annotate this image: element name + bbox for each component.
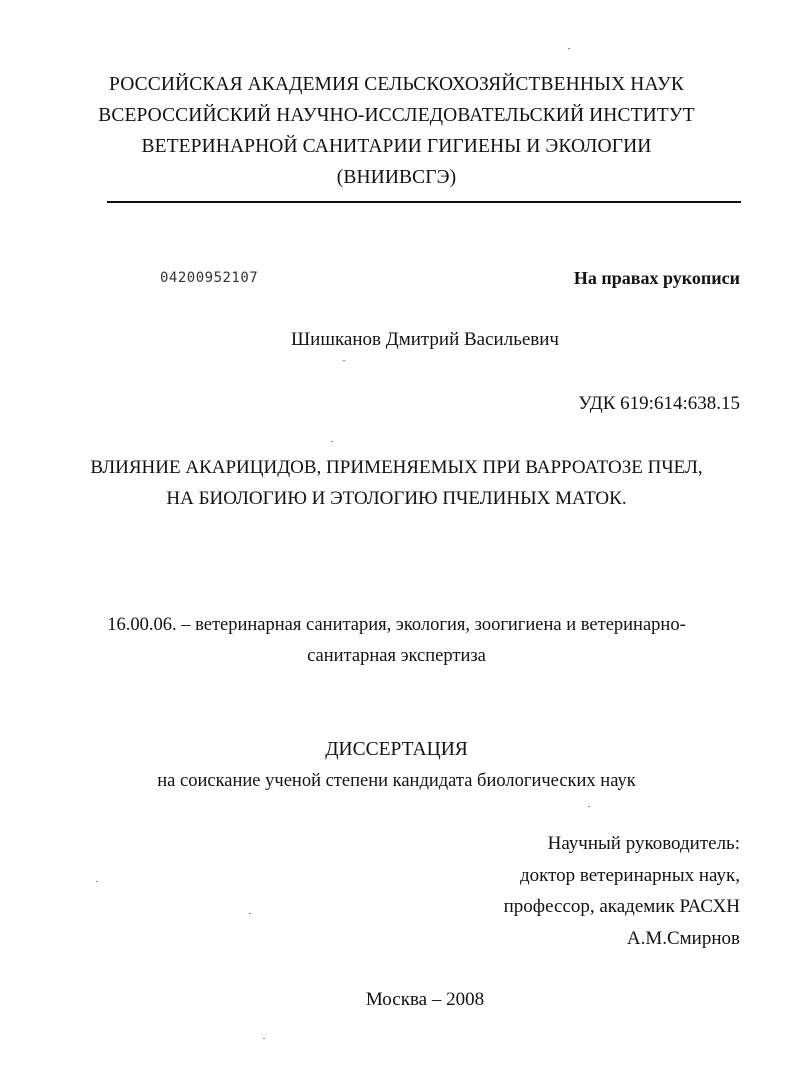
- specialty-line-1: 16.00.06. – ветеринарная санитария, экология, зоогигиена и ветеринарно-: [107, 615, 686, 635]
- author-name: Шишканов Дмитрий Васильевич: [291, 329, 559, 350]
- scan-speck: [249, 913, 251, 914]
- header-line-institute: ВСЕРОССИЙСКИЙ НАУЧНО-ИССЛЕДОВАТЕЛЬСКИЙ ИНСТИТУТ: [98, 105, 695, 126]
- scan-speck: [96, 881, 98, 882]
- scan-speck: [331, 441, 333, 442]
- scan-speck: [343, 360, 345, 361]
- header-line-abbreviation: (ВНИИВСГЭ): [336, 167, 457, 188]
- supervisor-label: Научный руководитель:: [547, 833, 740, 854]
- catalog-number: 04200952107: [160, 270, 259, 286]
- thesis-title-line-2: НА БИОЛОГИЮ И ЭТОЛОГИЮ ПЧЕЛИНЫХ МАТОК.: [166, 488, 627, 509]
- header-line-academy: РОССИЙСКАЯ АКАДЕМИЯ СЕЛЬСКОХОЗЯЙСТВЕННЫХ НАУК: [109, 74, 684, 95]
- header-line-department: ВЕТЕРИНАРНОЙ САНИТАРИИ ГИГИЕНЫ И ЭКОЛОГИИ: [141, 136, 652, 157]
- header-divider: [107, 201, 741, 203]
- rights-note: На правах рукописи: [573, 268, 740, 288]
- specialty-line-2: санитарная экспертиза: [307, 646, 486, 666]
- supervisor-degree: доктор ветеринарных наук,: [519, 865, 740, 886]
- thesis-title-line-1: ВЛИЯНИЕ АКАРИЦИДОВ, ПРИМЕНЯЕМЫХ ПРИ ВАРРОАТОЗЕ ПЧЕЛ,: [90, 457, 703, 478]
- supervisor-name: А.М.Смирнов: [626, 928, 740, 949]
- scan-speck: [263, 1038, 265, 1039]
- dissertation-subtitle: на соискание ученой степени кандидата биологических наук: [157, 771, 636, 791]
- scan-speck: [568, 48, 570, 49]
- city-year: Москва – 2008: [365, 989, 485, 1010]
- supervisor-rank: профессор, академик РАСХН: [503, 896, 740, 917]
- scan-speck: [588, 806, 590, 807]
- dissertation-heading: ДИССЕРТАЦИЯ: [325, 739, 468, 760]
- udk-code: УДК 619:614:638.15: [578, 393, 740, 414]
